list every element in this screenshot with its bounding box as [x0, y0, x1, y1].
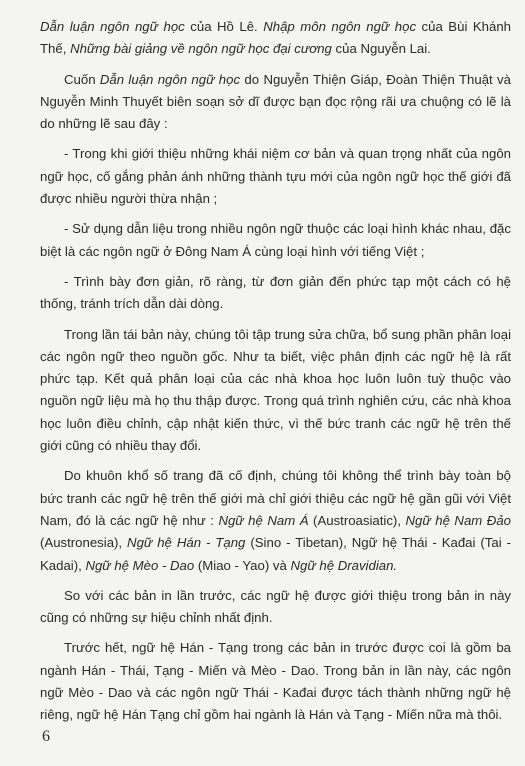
text-run: của Hồ Lê. [184, 19, 264, 34]
text-run: Trước hết, ngữ hệ Hán - Tạng trong các bản in trước được coi là gồm ba ngành Hán - Thái, Tạng - Miến và Mèo - Dao. Trong bản in lần này, các ngôn ngữ Mèo - Dao và các ngôn ngữ Thái - Kađai được tách thành những ngữ hệ riêng, ngữ hệ Hán Tạng chỉ gồm hai ngành là Hán và Tạng - Miến nữa mà thôi. [40, 640, 511, 723]
text-run: của Nguyễn Lai. [331, 41, 431, 57]
italic-text-run: Ngữ hệ Dravidian. [290, 557, 398, 573]
paragraph [40, 637, 511, 726]
text-run: So với các bản in lần trước, các ngữ hệ được giới thiệu trong bản in này cũng có những sự hiệu chỉnh nhất định. [40, 587, 511, 626]
italic-text-run: Những bài giảng về ngôn ngữ học đại cương [70, 41, 332, 57]
italic-text-run: Ngữ hệ Nam Đảo [405, 512, 511, 528]
text-run: Trong lần tái bản này, chúng tôi tập trung sửa chữa, bổ sung phần phân loại các ngôn ngữ theo nguồn gốc. Như ta biết, việc phân định các ngữ hệ là rất phức tạp. Kết quả phân loại của các nhà khoa học luôn luôn tuỳ thuộc vào nguồn ngữ liệu mà họ thu thập được. Trong quá trình nghiên cứu, các nhà khoa học luôn điều chỉnh, cập nhật kiến thức, vì thế bức tranh các ngữ hệ trên thế giới cũng có nhiều thay đổi. [40, 326, 511, 454]
text-run: - Trình bày đơn giản, rõ ràng, từ đơn giản đến phức tạp một cách có hệ thống, tránh trích dẫn dài dòng. [40, 273, 511, 312]
paragraph [40, 143, 511, 210]
paragraph [40, 324, 511, 458]
text-body [40, 16, 511, 727]
text-run: (Sino - Tibetan), Ngữ hệ Thái - Kađai (Tai - Kadai), [40, 535, 511, 573]
text-run: của Bùi Khánh Thế, [40, 19, 512, 57]
text-run: (Austroasiatic), [308, 512, 406, 528]
text-run: (Austronesia), [40, 535, 128, 551]
paragraph [40, 585, 511, 630]
text-run: Do khuôn khổ số trang đã cố định, chúng tôi không thể trình bày toàn bộ bức tranh các ngữ hệ trên thế giới mà chỉ giới thiệu các ngữ hệ gần gũi với Việt Nam, đó là các ngữ hệ như : [40, 468, 511, 528]
page-number: 6 [42, 728, 50, 745]
italic-text-run: Ngữ hệ Hán - Tạng [127, 535, 246, 551]
paragraph [40, 16, 511, 61]
italic-text-run: Ngữ hệ Nam Á [218, 512, 309, 528]
italic-text-run: Ngữ hệ Mèo - Dao [85, 557, 195, 573]
italic-text-run: Dẫn luận ngôn ngữ học [40, 19, 185, 34]
text-run: - Sử dụng dẫn liệu trong nhiều ngôn ngữ thuộc các loại hình khác nhau, đặc biệt là các ngôn ngữ ở Đông Nam Á cùng loại hình với tiếng Việt ; [40, 221, 511, 259]
italic-text-run: Nhập môn ngôn ngữ học [263, 19, 417, 34]
italic-text-run: Dẫn luận ngôn ngữ học [99, 71, 241, 87]
paragraph [40, 69, 511, 136]
text-run: - Trong khi giới thiệu những khái niệm cơ bản và quan trọng nhất của ngôn ngữ học, cố gắng phản ánh những thành tựu mới của ngôn ngữ học thế giới đã được nhiều người thừa nhận ; [40, 146, 511, 207]
paragraph [40, 465, 511, 576]
text-run: do Nguyễn Thiện Giáp, Đoàn Thiện Thuật và Nguyễn Minh Thuyết biên soạn sở dĩ được bạn đọc rộng rãi ưa chuộng có lẽ là do những lẽ sau đây : [40, 71, 511, 132]
text-run: Cuốn [64, 71, 100, 87]
paragraph [40, 271, 511, 316]
paragraph [40, 218, 511, 263]
text-run: (Miao - Yao) và [194, 557, 291, 573]
